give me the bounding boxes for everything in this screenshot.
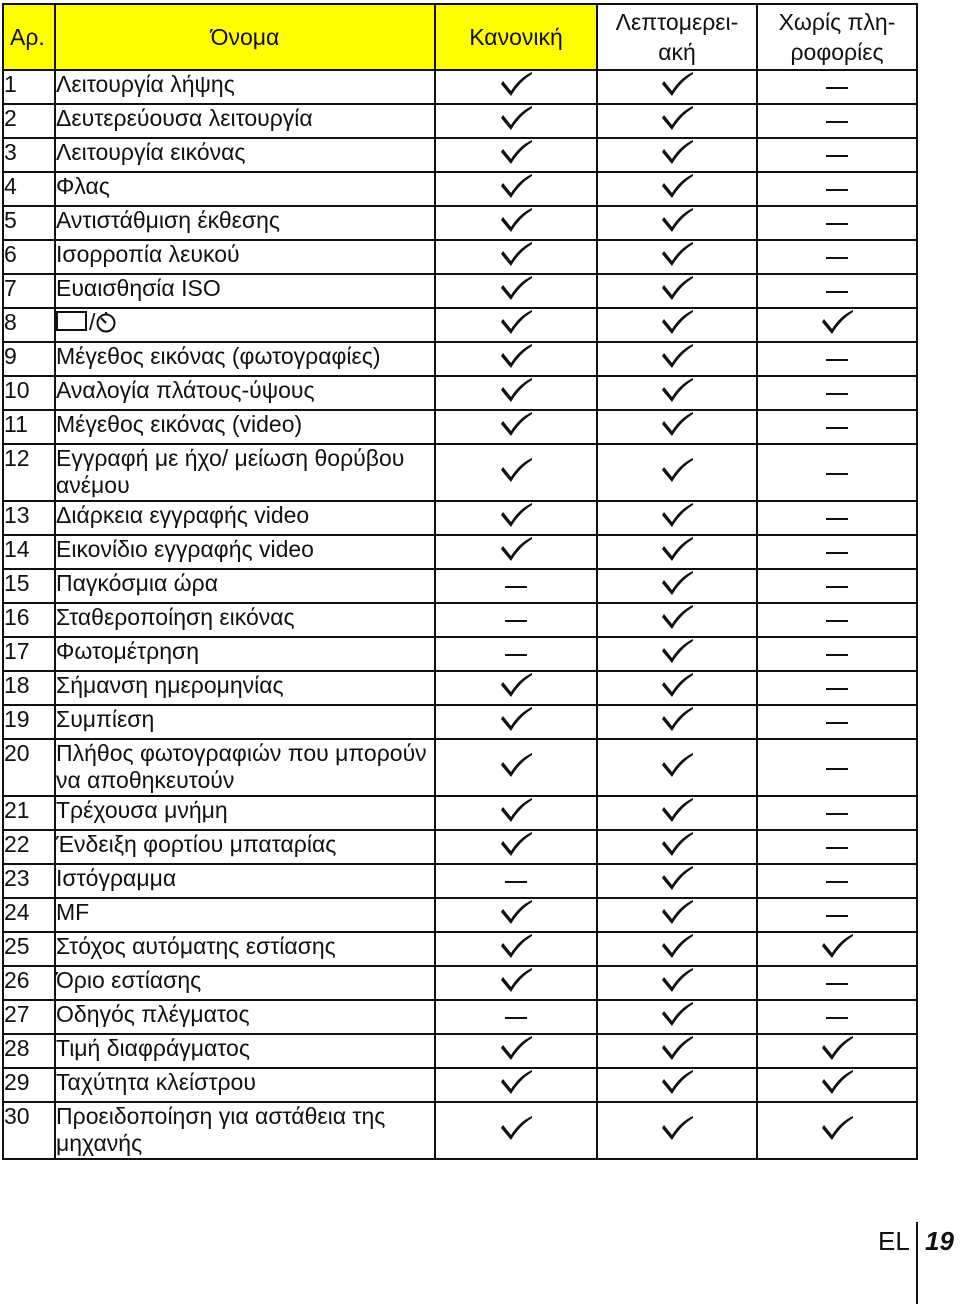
table-row [3,898,917,932]
table-row [3,671,917,705]
cell-none [757,569,917,603]
row-number: 13 [3,501,55,535]
row-number: 28 [3,1034,55,1068]
cell-none [757,240,917,274]
cell-det [597,796,757,830]
row-number: 21 [3,796,55,830]
row-name: Ευαισθησία ISO [55,274,435,308]
table-row [3,1034,917,1068]
dash-mark [826,847,848,849]
row-name: Συμπίεση [55,705,435,739]
check-mark-icon [660,1115,694,1141]
table-body [3,70,917,1159]
cell-none [757,172,917,206]
cell-std [435,535,597,569]
cell-det [597,864,757,898]
table-row [3,376,917,410]
cell-det [597,206,757,240]
cell-std [435,70,597,104]
cell-std [435,739,597,796]
cell-det [597,1034,757,1068]
row-name: Όριο εστίασης [55,966,435,1000]
row-name: Λειτουργία εικόνας [55,138,435,172]
cell-none [757,535,917,569]
table-row [3,966,917,1000]
check-mark-icon [499,899,533,925]
row-number: 27 [3,1000,55,1034]
row-name: Προειδοποίηση για αστάθεια της μηχανής [55,1102,435,1159]
check-mark-icon [499,173,533,199]
check-mark-icon [499,933,533,959]
cell-std [435,637,597,671]
header-detailed: Λεπτομερει-ακή [597,4,757,70]
check-mark-icon [499,71,533,97]
header-row [3,4,917,70]
check-mark-icon [820,309,854,335]
row-name-separator: / [89,309,96,335]
row-name: Αναλογία πλάτους-ύψους [55,376,435,410]
row-name: Ιστόγραμμα [55,864,435,898]
check-mark-icon [660,139,694,165]
table-row [3,603,917,637]
row-number: 22 [3,830,55,864]
row-name: Οδηγός πλέγματος [55,1000,435,1034]
cell-det [597,104,757,138]
cell-none [757,70,917,104]
dash-mark [505,1017,527,1019]
cell-none [757,1000,917,1034]
table-row [3,410,917,444]
row-name [55,308,435,342]
row-name: Ισορροπία λευκού [55,240,435,274]
row-name: Ταχύτητα κλείστρου [55,1068,435,1102]
dash-mark [505,620,527,622]
display-items-table [2,3,918,1160]
cell-std [435,240,597,274]
cell-none [757,1068,917,1102]
dash-mark [826,359,848,361]
row-number: 12 [3,444,55,501]
cell-det [597,172,757,206]
row-number: 14 [3,535,55,569]
cell-none [757,274,917,308]
check-mark-icon [660,105,694,131]
cell-std [435,308,597,342]
cell-std [435,138,597,172]
row-number: 8 [3,308,55,342]
table-row [3,705,917,739]
cell-std [435,932,597,966]
check-mark-icon [499,831,533,857]
check-mark-icon [660,207,694,233]
cell-det [597,274,757,308]
row-name: Εικονίδιο εγγραφής video [55,535,435,569]
drive-mode-icon [56,311,87,331]
row-number: 1 [3,70,55,104]
table-row [3,1102,917,1159]
check-mark-icon [660,411,694,437]
cell-det [597,444,757,501]
row-number: 24 [3,898,55,932]
table-row [3,104,917,138]
row-number: 15 [3,569,55,603]
table-row [3,501,917,535]
cell-det [597,376,757,410]
cell-det [597,671,757,705]
cell-det [597,966,757,1000]
table-row [3,444,917,501]
check-mark-icon [660,309,694,335]
check-mark-icon [499,967,533,993]
dash-mark [505,586,527,588]
cell-none [757,138,917,172]
check-mark-icon [499,241,533,267]
dash-mark [826,223,848,225]
check-mark-icon [660,1069,694,1095]
cell-none [757,898,917,932]
cell-std [435,501,597,535]
cell-none [757,739,917,796]
row-name: Τρέχουσα μνήμη [55,796,435,830]
header-no-info: Χωρίς πλη-ροφορίες [757,4,917,70]
row-number: 19 [3,705,55,739]
row-number: 23 [3,864,55,898]
row-name: Παγκόσμια ώρα [55,569,435,603]
cell-std [435,705,597,739]
table-row [3,932,917,966]
dash-mark [826,688,848,690]
check-mark-icon [499,1069,533,1095]
check-mark-icon [499,752,533,778]
row-name: Φωτομέτρηση [55,637,435,671]
cell-std [435,603,597,637]
cell-det [597,932,757,966]
table-row [3,535,917,569]
dash-mark [826,155,848,157]
check-mark-icon [499,411,533,437]
cell-std [435,1000,597,1034]
check-mark-icon [660,899,694,925]
check-mark-icon [820,1069,854,1095]
row-name: Στόχος αυτόματης εστίασης [55,932,435,966]
row-number: 2 [3,104,55,138]
dash-mark [826,518,848,520]
check-mark-icon [660,173,694,199]
row-number: 9 [3,342,55,376]
dash-mark [826,813,848,815]
dash-mark [505,881,527,883]
check-mark-icon [660,570,694,596]
table-row [3,739,917,796]
row-number: 10 [3,376,55,410]
cell-det [597,138,757,172]
check-mark-icon [499,1035,533,1061]
check-mark-icon [499,139,533,165]
check-mark-icon [499,377,533,403]
cell-std [435,444,597,501]
cell-det [597,1000,757,1034]
check-mark-icon [499,502,533,528]
check-mark-icon [660,457,694,483]
check-mark-icon [660,343,694,369]
cell-none [757,206,917,240]
row-name: Αντιστάθμιση έκθεσης [55,206,435,240]
check-mark-icon [660,1035,694,1061]
table-row [3,1068,917,1102]
check-mark-icon [660,933,694,959]
cell-det [597,1068,757,1102]
cell-none [757,104,917,138]
check-mark-icon [499,672,533,698]
row-name: Εγγραφή με ήχο/ μείωση θορύβου ανέμου [55,444,435,501]
check-mark-icon [660,638,694,664]
row-name: Μέγεθος εικόνας (video) [55,410,435,444]
check-mark-icon [499,343,533,369]
dash-mark [826,620,848,622]
row-number: 5 [3,206,55,240]
row-number: 7 [3,274,55,308]
cell-none [757,637,917,671]
dash-mark [826,654,848,656]
check-mark-icon [660,1001,694,1027]
header-standard: Κανονική [435,4,597,70]
cell-std [435,1102,597,1159]
check-mark-icon [499,536,533,562]
cell-none [757,501,917,535]
dash-mark [826,189,848,191]
row-number: 20 [3,739,55,796]
check-mark-icon [499,309,533,335]
cell-std [435,796,597,830]
check-mark-icon [660,275,694,301]
row-number: 11 [3,410,55,444]
row-number: 16 [3,603,55,637]
row-name: Λειτουργία λήψης [55,70,435,104]
check-mark-icon [660,865,694,891]
cell-std [435,342,597,376]
table-row [3,240,917,274]
cell-std [435,1068,597,1102]
dash-mark [826,1017,848,1019]
check-mark-icon [820,933,854,959]
dash-mark [826,473,848,475]
cell-none [757,444,917,501]
cell-det [597,705,757,739]
check-mark-icon [660,706,694,732]
cell-std [435,966,597,1000]
table-row [3,796,917,830]
cell-none [757,932,917,966]
cell-det [597,342,757,376]
row-name: MF [55,898,435,932]
cell-det [597,569,757,603]
row-name: Δευτερεύουσα λειτουργία [55,104,435,138]
cell-none [757,603,917,637]
check-mark-icon [660,672,694,698]
check-mark-icon [499,797,533,823]
dash-mark [826,427,848,429]
cell-std [435,274,597,308]
cell-det [597,637,757,671]
row-name: Διάρκεια εγγραφής video [55,501,435,535]
check-mark-icon [660,71,694,97]
cell-det [597,240,757,274]
table-row [3,830,917,864]
table-row [3,274,917,308]
cell-std [435,864,597,898]
header-name: Όνομα [55,4,435,70]
dash-mark [826,983,848,985]
row-name: Φλας [55,172,435,206]
table-row [3,70,917,104]
cell-none [757,410,917,444]
dash-mark [826,257,848,259]
cell-std [435,104,597,138]
cell-std [435,172,597,206]
cell-det [597,898,757,932]
table-row [3,637,917,671]
cell-std [435,376,597,410]
cell-none [757,376,917,410]
row-number: 18 [3,671,55,705]
row-number: 29 [3,1068,55,1102]
dash-mark [826,87,848,89]
dash-mark [826,393,848,395]
cell-det [597,70,757,104]
cell-none [757,864,917,898]
cell-none [757,342,917,376]
cell-none [757,830,917,864]
cell-det [597,535,757,569]
check-mark-icon [660,604,694,630]
row-name: Ένδειξη φορτίου μπαταρίας [55,830,435,864]
cell-std [435,898,597,932]
cell-none [757,796,917,830]
check-mark-icon [820,1115,854,1141]
cell-none [757,966,917,1000]
check-mark-icon [660,241,694,267]
row-name: Μέγεθος εικόνας (φωτογραφίες) [55,342,435,376]
cell-det [597,830,757,864]
dash-mark [826,552,848,554]
check-mark-icon [660,377,694,403]
check-mark-icon [499,457,533,483]
check-mark-icon [660,797,694,823]
cell-none [757,671,917,705]
page-number: 19 [925,1226,954,1256]
row-number: 25 [3,932,55,966]
cell-det [597,603,757,637]
row-name: Πλήθος φωτογραφιών που μπορούν να αποθηκευτούν [55,739,435,796]
row-number: 17 [3,637,55,671]
check-mark-icon [660,752,694,778]
cell-none [757,1034,917,1068]
check-mark-icon [499,1115,533,1141]
dash-mark [505,654,527,656]
table-row [3,342,917,376]
table-row [3,138,917,172]
dash-mark [826,722,848,724]
cell-std [435,671,597,705]
dash-mark [826,121,848,123]
cell-std [435,1034,597,1068]
cell-std [435,569,597,603]
row-name: Σήμανση ημερομηνίας [55,671,435,705]
cell-none [757,308,917,342]
cell-det [597,739,757,796]
dash-mark [826,291,848,293]
dash-mark [826,881,848,883]
table-row [3,864,917,898]
self-timer-icon [95,309,117,335]
table-row [3,308,917,342]
table-row [3,569,917,603]
cell-det [597,410,757,444]
check-mark-icon [499,275,533,301]
header-number: Αρ. [3,4,55,70]
row-name: Σταθεροποίηση εικόνας [55,603,435,637]
row-number: 3 [3,138,55,172]
cell-det [597,501,757,535]
footer-divider [916,1222,918,1304]
language-code: EL [878,1226,910,1256]
check-mark-icon [499,207,533,233]
check-mark-icon [499,706,533,732]
table-row [3,206,917,240]
cell-none [757,1102,917,1159]
table-row [3,1000,917,1034]
row-number: 30 [3,1102,55,1159]
row-number: 6 [3,240,55,274]
cell-std [435,206,597,240]
cell-std [435,830,597,864]
row-name: Τιμή διαφράγματος [55,1034,435,1068]
table-row [3,172,917,206]
check-mark-icon [499,105,533,131]
row-number: 4 [3,172,55,206]
dash-mark [826,768,848,770]
check-mark-icon [820,1035,854,1061]
cell-det [597,1102,757,1159]
dash-mark [826,586,848,588]
cell-det [597,308,757,342]
row-number: 26 [3,966,55,1000]
cell-std [435,410,597,444]
check-mark-icon [660,967,694,993]
check-mark-icon [660,831,694,857]
dash-mark [826,915,848,917]
check-mark-icon [660,536,694,562]
cell-none [757,705,917,739]
check-mark-icon [660,502,694,528]
